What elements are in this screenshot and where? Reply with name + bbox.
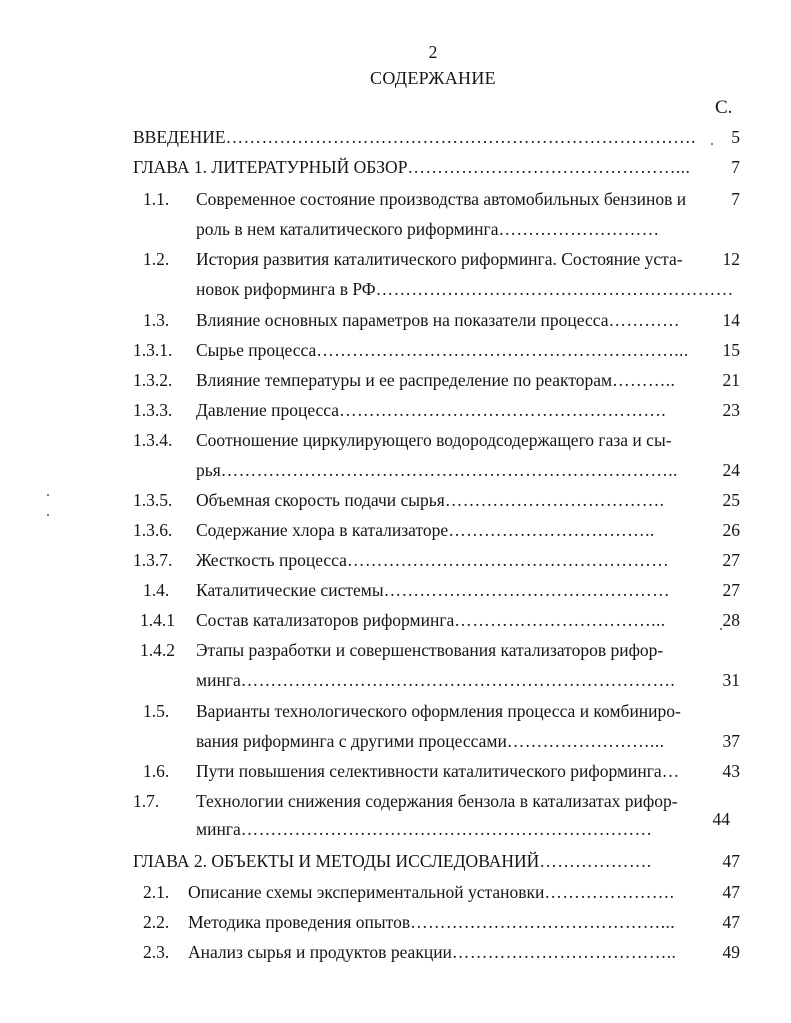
toc-entry-number: 1.3.6. bbox=[133, 520, 173, 540]
toc-entry-text: ГЛАВА 1. ЛИТЕРАТУРНЫЙ ОБЗОР………………………………………... bbox=[133, 157, 691, 177]
toc-entry-page: 24 bbox=[722, 460, 740, 480]
toc-entry-text: Состав катализаторов риформинга……………………………... bbox=[196, 610, 666, 630]
toc-entry-text: роль в нем каталитического риформинга……………………… bbox=[196, 219, 660, 239]
toc-entry-page: 21 bbox=[722, 370, 740, 390]
toc-entry-number: 1.6. bbox=[143, 761, 170, 781]
toc-entry-number: 1.3. bbox=[143, 310, 170, 330]
toc-entry-number: 2.3. bbox=[143, 942, 170, 962]
toc-entry-text: Методика проведения опытов……………………………………... bbox=[188, 912, 676, 932]
toc-entry-number: 2.1. bbox=[143, 882, 170, 902]
toc-entry-text: Современное состояние производства автомобильных бензинов и bbox=[196, 189, 687, 209]
toc-entry-page: 47 bbox=[722, 912, 740, 932]
toc-entry-page: 7 bbox=[731, 157, 740, 177]
scan-speck bbox=[47, 514, 49, 516]
toc-entry-text: вания риформинга с другими процессами……………………... bbox=[196, 731, 665, 751]
toc-entry-page: 27 bbox=[722, 550, 740, 570]
toc-entry-text: Каталитические системы………………………………………… bbox=[196, 580, 670, 600]
toc-entry-number: 1.3.3. bbox=[133, 400, 173, 420]
toc-entry-page: 14 bbox=[722, 310, 740, 330]
toc-entry-text: минга…………………………………………………………… bbox=[196, 819, 653, 839]
toc-entry-page: 27 bbox=[722, 580, 740, 600]
toc-entry-number: 1.3.2. bbox=[133, 370, 173, 390]
toc-entry-text: Влияние основных параметров на показатели процесса………… bbox=[196, 310, 681, 330]
toc-entry-number: 1.4. bbox=[143, 580, 170, 600]
scan-speck bbox=[47, 494, 49, 496]
toc-entry-page: 49 bbox=[722, 942, 740, 962]
toc-entry-text: ГЛАВА 2. ОБЪЕКТЫ И МЕТОДЫ ИССЛЕДОВАНИЙ………………. bbox=[133, 851, 652, 871]
scan-speck bbox=[720, 628, 722, 630]
toc-entry-page: 15 bbox=[722, 340, 740, 360]
toc-entry-number: 1.1. bbox=[143, 189, 170, 209]
toc-entry-text: Варианты технологического оформления процесса и комбиниро- bbox=[196, 701, 681, 721]
toc-entry-number: 1.3.7. bbox=[133, 550, 173, 570]
toc-entry-number: 2.2. bbox=[143, 912, 170, 932]
toc-entry-number: 1.5. bbox=[143, 701, 170, 721]
toc-entry-text: Анализ сырья и продуктов реакции……………………………….. bbox=[188, 942, 677, 962]
toc-entry-page: 23 bbox=[722, 400, 740, 420]
toc-entry-page: 26 bbox=[722, 520, 740, 540]
toc-entry-text: Пути повышения селективности каталитического риформинга… bbox=[196, 761, 680, 781]
page-title: СОДЕРЖАНИЕ bbox=[370, 68, 496, 88]
toc-entry-text: Жесткость процесса……………………………………………… bbox=[196, 550, 670, 570]
toc-entry-text: Соотношение циркулирующего водородсодержащего газа и сы- bbox=[196, 430, 672, 450]
toc-entry-page: 7 bbox=[731, 189, 740, 209]
page-column-label: С. bbox=[715, 97, 733, 118]
toc-entry-text: Технологии снижения содержания бензола в катализатах рифор- bbox=[196, 791, 678, 811]
toc-entry-page: 12 bbox=[722, 249, 740, 269]
toc-entry-number: 1.7. bbox=[133, 791, 160, 811]
toc-entry-page: 47 bbox=[722, 882, 740, 902]
toc-entry-page: 28 bbox=[722, 610, 740, 630]
toc-entry-text: ВВЕДЕНИЕ……………………………………………………………………. bbox=[133, 127, 696, 147]
toc-entry-text: Этапы разработки и совершенствования катализаторов рифор- bbox=[196, 640, 664, 660]
toc-entry-page: 47 bbox=[722, 851, 740, 871]
scan-speck bbox=[711, 143, 713, 145]
toc-entry-page: 44 bbox=[712, 809, 730, 829]
toc-entry-page: 31 bbox=[722, 670, 740, 690]
toc-entry-number: 1.3.1. bbox=[133, 340, 173, 360]
toc-entry-text: Содержание хлора в катализаторе…………………………….. bbox=[196, 520, 655, 540]
toc-entry-text: Давление процесса………………………………………………. bbox=[196, 400, 667, 420]
toc-entry-number: 1.2. bbox=[143, 249, 170, 269]
toc-entry-text: рья………………………………………………………………….. bbox=[196, 460, 678, 480]
toc-entry-page: 25 bbox=[722, 490, 740, 510]
toc-entry-text: Описание схемы экспериментальной установки…………………. bbox=[188, 882, 675, 902]
toc-entry-number: 1.3.5. bbox=[133, 490, 173, 510]
toc-entry-text: Влияние температуры и ее распределение по реакторам……….. bbox=[196, 370, 676, 390]
toc-entry-text: Объемная скорость подачи сырья………………………………. bbox=[196, 490, 665, 510]
toc-entry-number: 1.3.4. bbox=[133, 430, 173, 450]
toc-entry-text: минга………………………………………………………………. bbox=[196, 670, 676, 690]
toc-entry-page: 43 bbox=[722, 761, 740, 781]
toc-entry-text: Сырье процесса……………………………………………………... bbox=[196, 340, 689, 360]
toc-entry-text: История развития каталитического риформинга. Состояние уста- bbox=[196, 249, 683, 269]
toc-entry-number: 1.4.2 bbox=[140, 640, 175, 660]
page-number: 2 bbox=[428, 42, 438, 62]
toc-entry-page: 5 bbox=[731, 127, 740, 147]
toc-entry-number: 1.4.1 bbox=[140, 610, 175, 630]
toc-entry-text: новок риформинга в РФ…………………………………………………… bbox=[196, 279, 734, 299]
toc-entry-page: 37 bbox=[722, 731, 740, 751]
